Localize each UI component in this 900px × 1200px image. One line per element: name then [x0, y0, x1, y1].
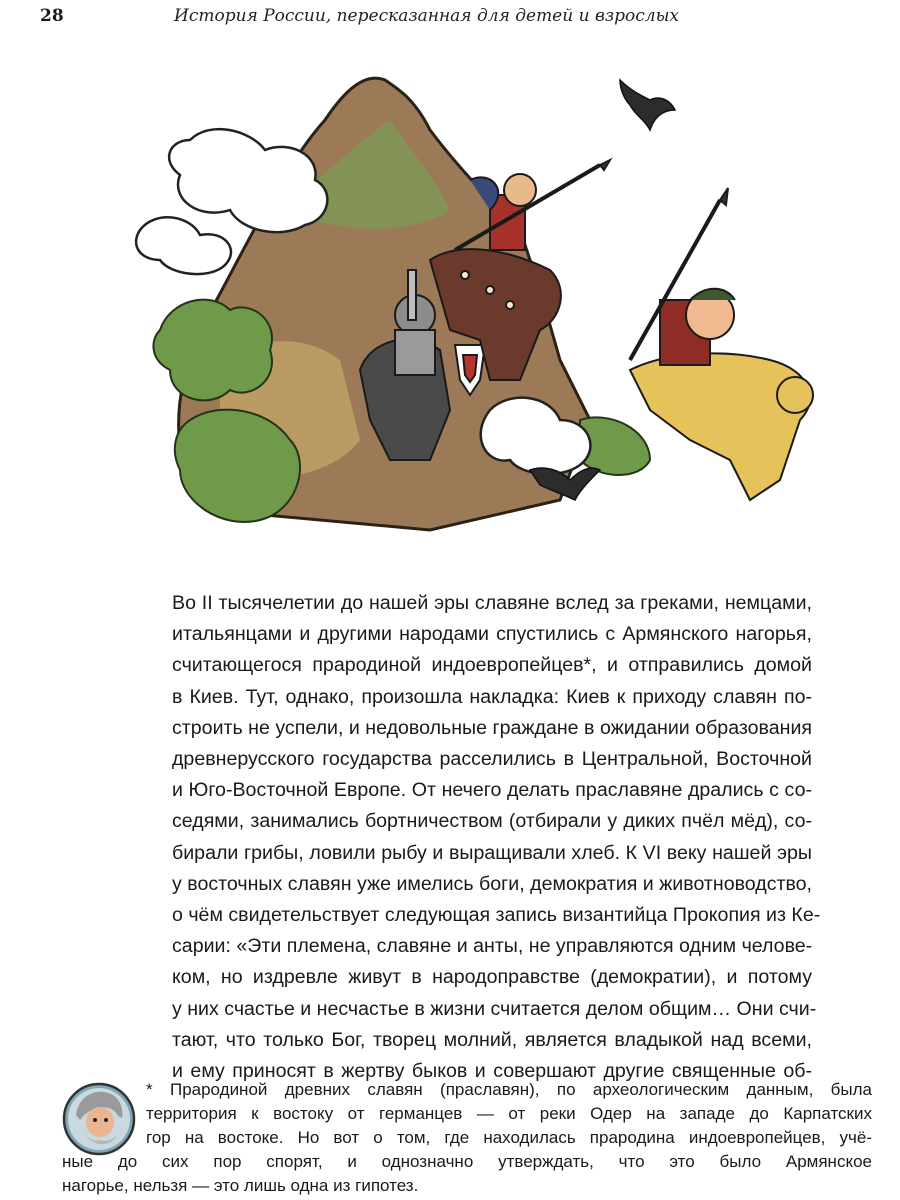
- footnote-line: территория к востоку от германцев — от реки Одер на западе до Карпатских: [146, 1104, 872, 1123]
- body-line: и ему приносят в жертву быков и совершают другие священные об-: [172, 1060, 812, 1083]
- body-paragraph: [172, 588, 821, 1087]
- body-line: ком, но издревле живут в народоправстве (демократии), и потому: [172, 966, 812, 989]
- body-line: итальянцами и другими народами спустились с Армянского нагорья,: [172, 623, 812, 646]
- body-line: считающегося прародиной индоевропейцев*, и отправились домой: [172, 654, 812, 677]
- body-line: Во II тысячелетии до нашей эры славяне вслед за греками, немцами,: [172, 592, 812, 614]
- body-line: тают, что только Бог, творец молний, является владыкой над всеми,: [172, 1028, 812, 1051]
- body-line: в Киев. Тут, однако, произошла накладка: Киев к приходу славян по-: [172, 685, 812, 708]
- footnote-line: нагорье, нельзя — это лишь одна из гипотез.: [62, 1176, 419, 1195]
- body-line: у них счастье и несчастье в жизни считается делом общим… Они счи-: [172, 997, 817, 1020]
- body-line: строить не успели, и недовольные граждане в ожидании образования: [172, 716, 812, 739]
- rider-with-spear-2: [630, 188, 813, 500]
- body-line: о чём свидетельствует следующая запись византийца Прокопия из Ке-: [172, 904, 821, 927]
- footnote-line: ные до сих пор спорят, и однозначно утверждать, что это было Армянское: [62, 1152, 872, 1171]
- page-header: [40, 6, 860, 32]
- footnote-line: гор на востоке. Но вот о том, где находилась прародина индоевропейцев, учё-: [146, 1128, 872, 1147]
- running-title: История России, пересказанная для детей и взрослых: [174, 6, 680, 26]
- scholar-avatar-icon: [62, 1080, 136, 1158]
- footnote-line: * Прародиной древних славян (праславян), по археологическим данным, была: [146, 1080, 872, 1099]
- body-line: бирали грибы, ловили рыбу и выращивали хлеб. К VI веку нашей эры: [172, 841, 812, 864]
- footnote: [62, 1078, 872, 1198]
- page-number: 28: [40, 6, 64, 26]
- body-line: сарии: «Эти племена, славяне и анты, не управляются одним челове-: [172, 935, 813, 958]
- illustration-slavs-descending-mountain: [130, 60, 830, 540]
- body-line: и Юго-Восточной Европе. От нечего делать праславяне дрались с со-: [172, 779, 812, 802]
- body-line: седями, занимались бортничеством (отбирали у диких пчёл мёд), со-: [172, 810, 812, 833]
- body-line: у восточных славян уже имелись боги, демократия и животноводство,: [172, 872, 812, 895]
- body-line: древнерусского государства расселились в Центральной, Восточной: [172, 748, 812, 771]
